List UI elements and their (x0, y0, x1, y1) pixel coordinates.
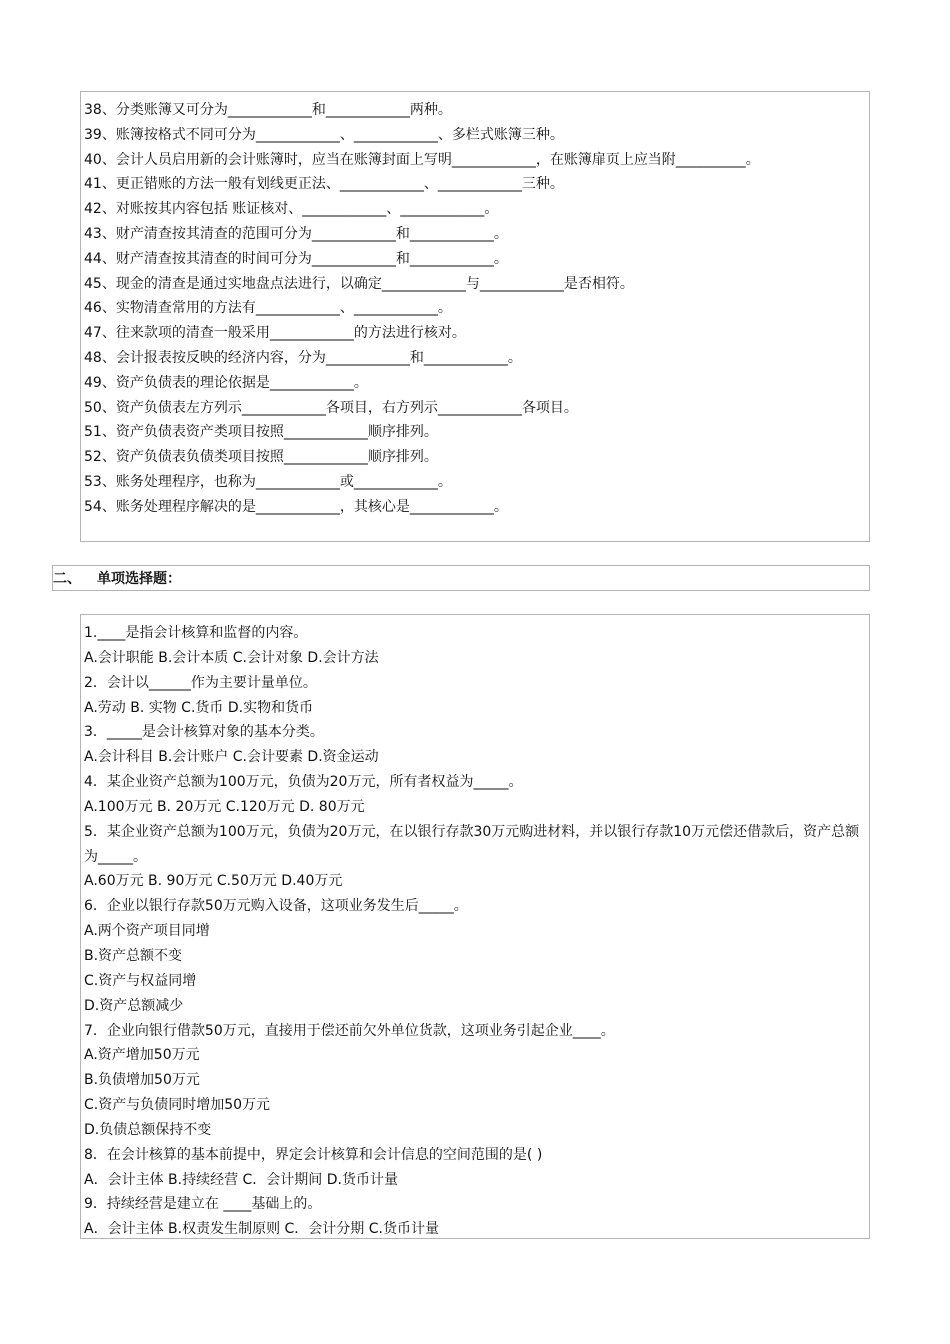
choice-options-2: A.劳动 B. 实物 C.货币 D.实物和货币 (84, 699, 314, 716)
choice-option-6a: A.两个资产项目同增 (84, 923, 210, 940)
choice-question-2: 2．会计以______作为主要计量单位。 (84, 674, 317, 691)
question-45: 45、现金的清查是通过实地盘点法进行，以确定____________与____________是否相符。 (84, 275, 634, 292)
choice-options-9: A．会计主体 B.权责发生制原则 C．会计分期 C.货币计量 (84, 1221, 439, 1238)
choice-option-7b: B.负债增加50万元 (84, 1072, 200, 1089)
choice-option-7c: C.资产与负债同时增加50万元 (84, 1097, 271, 1114)
question-53: 53、账务处理程序，也称为____________或____________。 (84, 473, 452, 490)
question-42: 42、对账按其内容包括 账证核对、____________、____________。 (84, 201, 499, 218)
question-47: 47、往来款项的清查一般采用____________的方法进行核对。 (84, 325, 466, 342)
question-39: 39、账簿按格式不同可分为____________、____________、多栏式账簿三种。 (84, 126, 564, 143)
question-52: 52、资产负债表负债类项目按照____________顺序排列。 (84, 449, 438, 466)
question-41: 41、更正错账的方法一般有划线更正法、____________、____________三种。 (84, 176, 564, 193)
section-title (53, 570, 181, 588)
fill-in-blank-questions (80, 91, 870, 542)
section-header (52, 565, 870, 591)
single-choice-questions (80, 614, 870, 1239)
choice-option-6d: D.资产总额减少 (84, 997, 184, 1014)
choice-question-7: 7．企业向银行借款50万元，直接用于偿还前欠外单位货款，这项业务引起企业____。 (84, 1022, 615, 1039)
question-44: 44、财产清查按其清查的时间可分为____________和____________。 (84, 250, 508, 267)
question-38: 38、分类账簿又可分为____________和____________两种。 (84, 102, 452, 118)
question-40: 40、会计人员启用新的会计账簿时，应当在账簿封面上写明____________，在账簿扉页上应当附__________。 (84, 151, 760, 168)
question-49: 49、资产负债表的理论依据是____________。 (84, 374, 368, 391)
question-51: 51、资产负债表资产类项目按照____________顺序排列。 (84, 424, 438, 441)
question-54: 54、账务处理程序解决的是____________，其核心是____________。 (84, 498, 508, 515)
choice-option-6c: C.资产与权益同增 (84, 972, 197, 989)
question-43: 43、财产清查按其清查的范围可分为____________和____________。 (84, 225, 508, 242)
choice-options-1: A.会计职能 B.会计本质 C.会计对象 D.会计方法 (84, 649, 379, 666)
choice-question-3: 3．_____是会计核算对象的基本分类。 (84, 724, 324, 741)
section-number: 二、 (53, 571, 81, 587)
choice-option-6b: B.资产总额不变 (84, 947, 183, 964)
section-title-text: 单项选择题： (97, 571, 181, 587)
choice-options-8: A．会计主体 B.持续经营 C．会计期间 D.货币计量 (84, 1171, 398, 1188)
choice-question-1: 1.____是指会计核算和监督的内容。 (84, 625, 308, 641)
question-48: 48、会计报表按反映的经济内容，分为____________和____________。 (84, 349, 522, 366)
choice-options-4: A.100万元 B. 20万元 C.120万元 D. 80万元 (84, 798, 365, 815)
choice-question-5: 5．某企业资产总额为100万元，负债为20万元，在以银行存款30万元购进材料，并以银行存款10万元偿还借款后，资产总额为_____。 (84, 823, 860, 865)
choice-question-4: 4．某企业资产总额为100万元，负债为20万元，所有者权益为_____。 (84, 774, 523, 791)
choice-option-7d: D.负债总额保持不变 (84, 1121, 212, 1138)
choice-option-7a: A.资产增加50万元 (84, 1047, 200, 1064)
choice-question-8: 8．在会计核算的基本前提中，界定会计核算和会计信息的空间范围的是( ) (84, 1146, 543, 1163)
choice-question-6: 6．企业以银行存款50万元购入设备，这项业务发生后_____。 (84, 898, 468, 915)
question-46: 46、实物清查常用的方法有____________、____________。 (84, 300, 452, 317)
choice-options-5: A.60万元 B. 90万元 C.50万元 D.40万元 (84, 873, 343, 890)
question-50: 50、资产负债表左方列示____________各项目，右方列示____________各项目。 (84, 399, 578, 416)
choice-options-3: A.会计科目 B.会计账户 C.会计要素 D.资金运动 (84, 749, 379, 766)
choice-question-9: 9．持续经营是建立在 ____基础上的。 (84, 1196, 322, 1213)
